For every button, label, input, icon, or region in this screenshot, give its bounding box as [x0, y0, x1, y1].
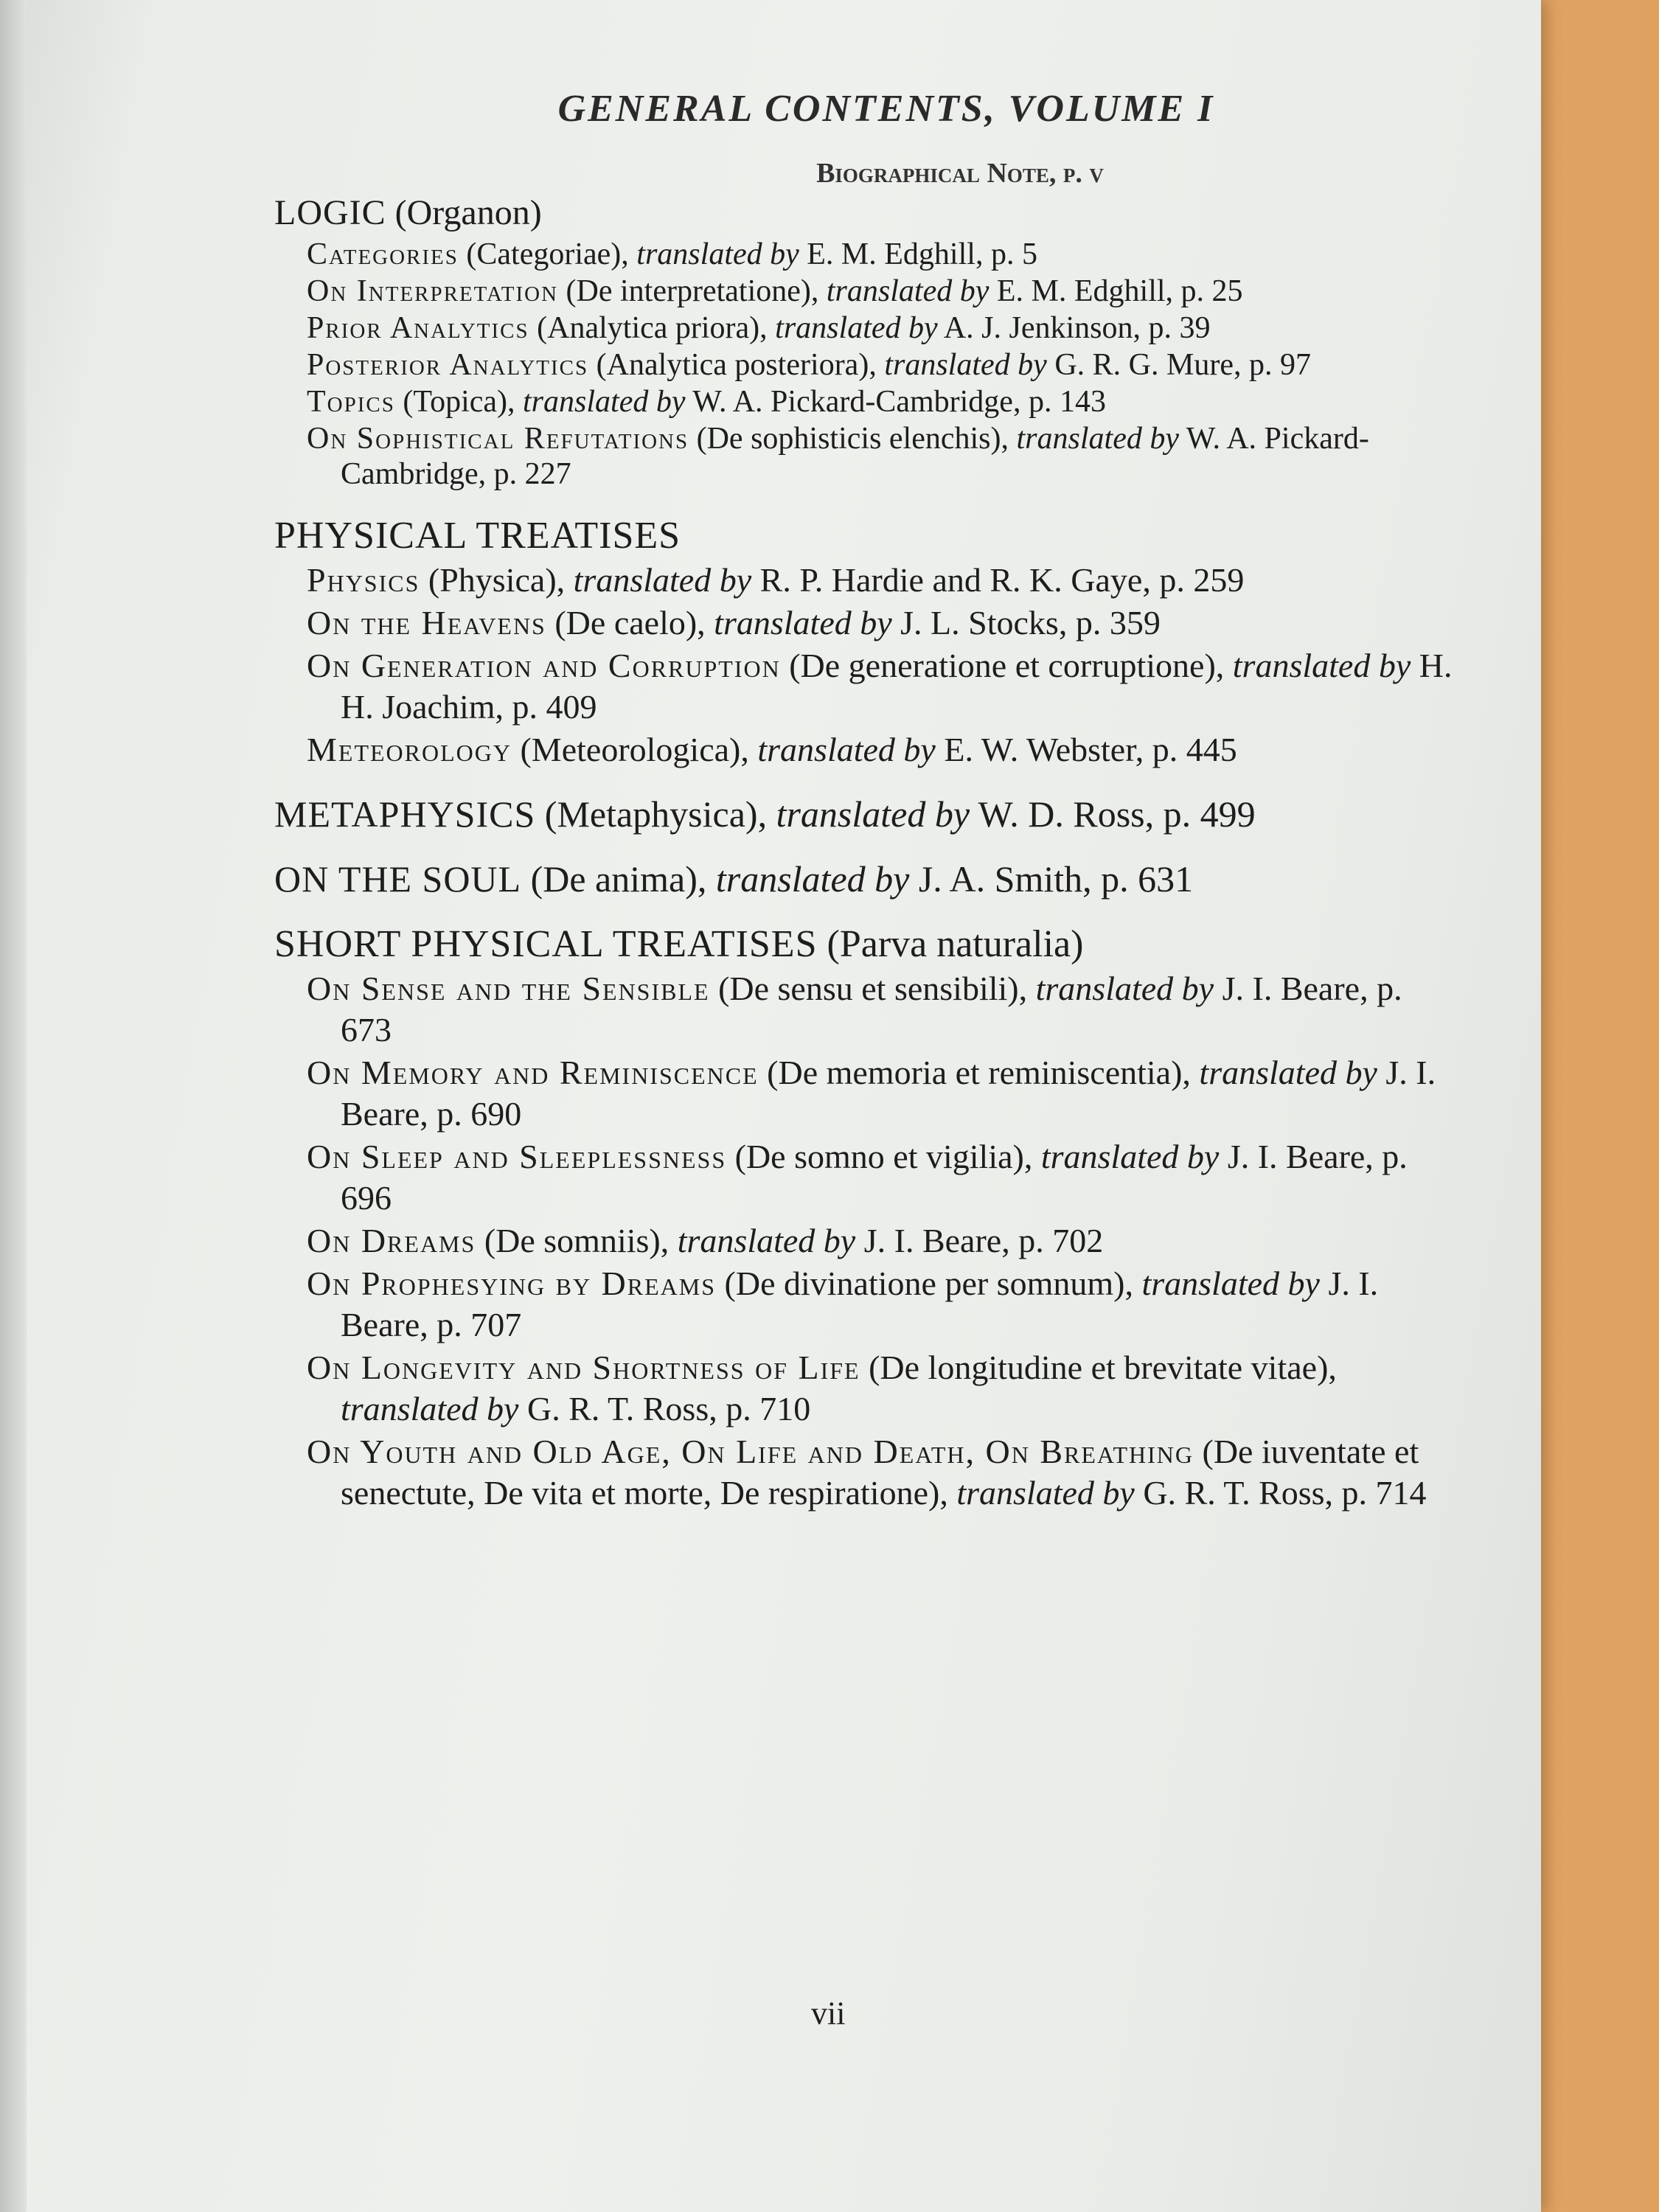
volume-title: GENERAL CONTENTS, VOLUME I	[557, 88, 1215, 130]
entry-translated-by: translated by	[677, 1222, 856, 1259]
entry-latin: (De generatione et corruptione),	[780, 647, 1233, 684]
entry-latin: (Physica),	[420, 561, 574, 599]
heading-text: LOGIC	[274, 193, 386, 232]
entry-translated-by: translated by	[715, 858, 910, 900]
entry-title: On Longevity and Shortness of Life	[307, 1349, 860, 1386]
entry-title: On Sleep and Sleeplessness	[307, 1138, 727, 1175]
entry-translated-by: translated by	[826, 274, 990, 308]
entry-title: Meteorology	[307, 731, 512, 768]
heading-text: PHYSICAL TREATISES	[274, 515, 681, 557]
section-heading	[274, 793, 1454, 835]
entry-translator-page: J. I. Beare, p. 702	[855, 1222, 1104, 1259]
section-on-the-soul	[274, 858, 1454, 900]
entry-translator-page: H. H. Joachim, p. 409	[341, 647, 1453, 726]
entry-title: Posterior Analytics	[307, 348, 589, 382]
contents-entry	[274, 1052, 1454, 1135]
entry-translated-by: translated by	[1016, 422, 1179, 456]
contents-entry	[274, 347, 1454, 383]
entry-translator-page: G. R. T. Ross, p. 714	[1134, 1474, 1427, 1512]
entry-translator-page: J. I. Beare, p. 690	[341, 1054, 1436, 1133]
entry-translated-by: translated by	[523, 385, 686, 419]
entry-latin: (Meteorologica),	[511, 731, 758, 768]
entry-translated-by: translated by	[757, 731, 936, 768]
entry-latin: (De memoria et reminiscentia),	[758, 1054, 1200, 1091]
entry-translated-by: translated by	[956, 1474, 1135, 1512]
contents-entry	[274, 421, 1454, 492]
section-physical-treatises	[274, 514, 1454, 771]
entry-latin: (De sophisticis elenchis),	[689, 422, 1017, 456]
entry-latin: (De longitudine et brevitate vitae),	[860, 1349, 1337, 1386]
heading-text: SHORT PHYSICAL TREATISES	[274, 923, 818, 965]
entry-translated-by: translated by	[341, 1390, 519, 1427]
entry-title: On Interpretation	[307, 274, 559, 308]
contents-entry	[274, 237, 1454, 272]
heading-text: ON THE SOUL	[274, 858, 522, 900]
page-number: vii	[811, 1995, 846, 2031]
heading-latin: (Metaphysica),	[535, 793, 776, 835]
entry-latin: (Categoriae),	[458, 237, 637, 271]
entry-title: Categories	[307, 237, 459, 271]
entry-latin: (Topica),	[394, 385, 524, 419]
entry-translated-by: translated by	[1035, 970, 1214, 1007]
entry-translator-page: R. P. Hardie and R. K. Gaye, p. 259	[751, 561, 1245, 599]
entry-latin: (De sensu et sensibili),	[709, 970, 1036, 1007]
entry-translated-by: translated by	[1199, 1054, 1377, 1091]
entry-latin: (De iuventate et senectute, De vita et morte, De respiratione),	[341, 1433, 1419, 1512]
entry-latin: (De interpretatione),	[558, 274, 827, 308]
entry-latin: (De somniis),	[476, 1222, 678, 1259]
section-logic	[274, 191, 1454, 492]
section-short-physical-treatises	[274, 922, 1454, 1514]
entry-translated-by: translated by	[1232, 647, 1411, 684]
entry-title: On Memory and Reminiscence	[307, 1054, 759, 1091]
entry-translator-page: E. M. Edghill, p. 5	[799, 237, 1037, 271]
entry-translated-by: translated by	[776, 793, 970, 835]
entry-title: Physics	[307, 561, 420, 599]
section-heading	[274, 858, 1454, 900]
contents-entry	[274, 968, 1454, 1051]
entry-translator-page: J. I. Beare, p. 707	[341, 1265, 1379, 1343]
entry-title: On Generation and Corruption	[307, 647, 781, 684]
entry-title: On Dreams	[307, 1222, 476, 1259]
entry-translator-page: W. A. Pickard-Cambridge, p. 143	[685, 385, 1106, 419]
contents-entry	[274, 1431, 1454, 1514]
entry-translator-page: W. D. Ross, p. 499	[970, 793, 1256, 835]
entry-translator-page: E. W. Webster, p. 445	[935, 731, 1237, 768]
entry-translated-by: translated by	[1040, 1138, 1220, 1175]
entry-title: On Youth and Old Age, On Life and Death, On Breathing	[307, 1433, 1194, 1470]
entry-translator-page: J. A. Smith, p. 631	[909, 858, 1194, 900]
contents-entry	[274, 729, 1454, 771]
entry-translator-page: G. R. G. Mure, p. 97	[1046, 348, 1311, 382]
entry-title: Prior Analytics	[307, 311, 529, 345]
heading-latin: (Parva naturalia)	[817, 923, 1084, 965]
contents-entry	[274, 1220, 1454, 1262]
entry-title: On the Heavens	[307, 604, 546, 641]
section-heading	[274, 191, 1454, 235]
entry-translator-page: J. I. Beare, p. 673	[341, 970, 1402, 1048]
entry-translated-by: translated by	[775, 311, 938, 345]
entry-translated-by: translated by	[714, 604, 892, 641]
heading-latin: (Organon)	[386, 193, 542, 232]
entry-latin: (Analytica priora),	[529, 311, 776, 345]
contents-entry	[274, 1136, 1454, 1219]
entry-title: On Sense and the Sensible	[307, 970, 710, 1007]
entry-latin: (De divinatione per somnum),	[716, 1265, 1142, 1302]
contents-entry	[274, 384, 1454, 420]
contents-entry	[274, 602, 1454, 644]
heading-latin: (De anima),	[521, 858, 716, 900]
section-heading	[274, 514, 1454, 558]
section-metaphysics	[274, 793, 1454, 835]
entry-latin: (Analytica posteriora),	[588, 348, 885, 382]
entry-translated-by: translated by	[884, 348, 1047, 382]
page-gutter	[0, 0, 27, 2212]
contents-entry	[274, 1263, 1454, 1346]
entry-latin: (De somno et vigilia),	[726, 1138, 1041, 1175]
entry-translator-page: J. L. Stocks, p. 359	[891, 604, 1161, 641]
contents-entry	[274, 310, 1454, 346]
contents-block	[274, 87, 1454, 1536]
entry-translated-by: translated by	[636, 237, 799, 271]
entry-latin: (De caelo),	[546, 604, 714, 641]
entry-title: On Sophistical Refutations	[307, 422, 689, 456]
contents-entry	[274, 560, 1454, 601]
entry-translator-page: J. I. Beare, p. 696	[341, 1138, 1408, 1217]
contents-entry	[274, 274, 1454, 309]
entry-translated-by: translated by	[573, 561, 752, 599]
entry-title: On Prophesying by Dreams	[307, 1265, 717, 1302]
entry-translator-page: E. M. Edghill, p. 25	[989, 274, 1243, 308]
entry-translator-page: W. A. Pickard-Cambridge, p. 227	[341, 422, 1369, 491]
contents-entry	[274, 645, 1454, 728]
entry-title: Topics	[307, 385, 395, 419]
section-heading	[274, 922, 1454, 967]
biographical-note: Biographical Note, p. v	[816, 158, 1104, 189]
entry-translator-page: G. R. T. Ross, p. 710	[518, 1390, 811, 1427]
heading-text: METAPHYSICS	[274, 793, 536, 835]
entry-translated-by: translated by	[1141, 1265, 1320, 1302]
entry-translator-page: A. J. Jenkinson, p. 39	[937, 311, 1211, 345]
contents-entry	[274, 1347, 1454, 1430]
